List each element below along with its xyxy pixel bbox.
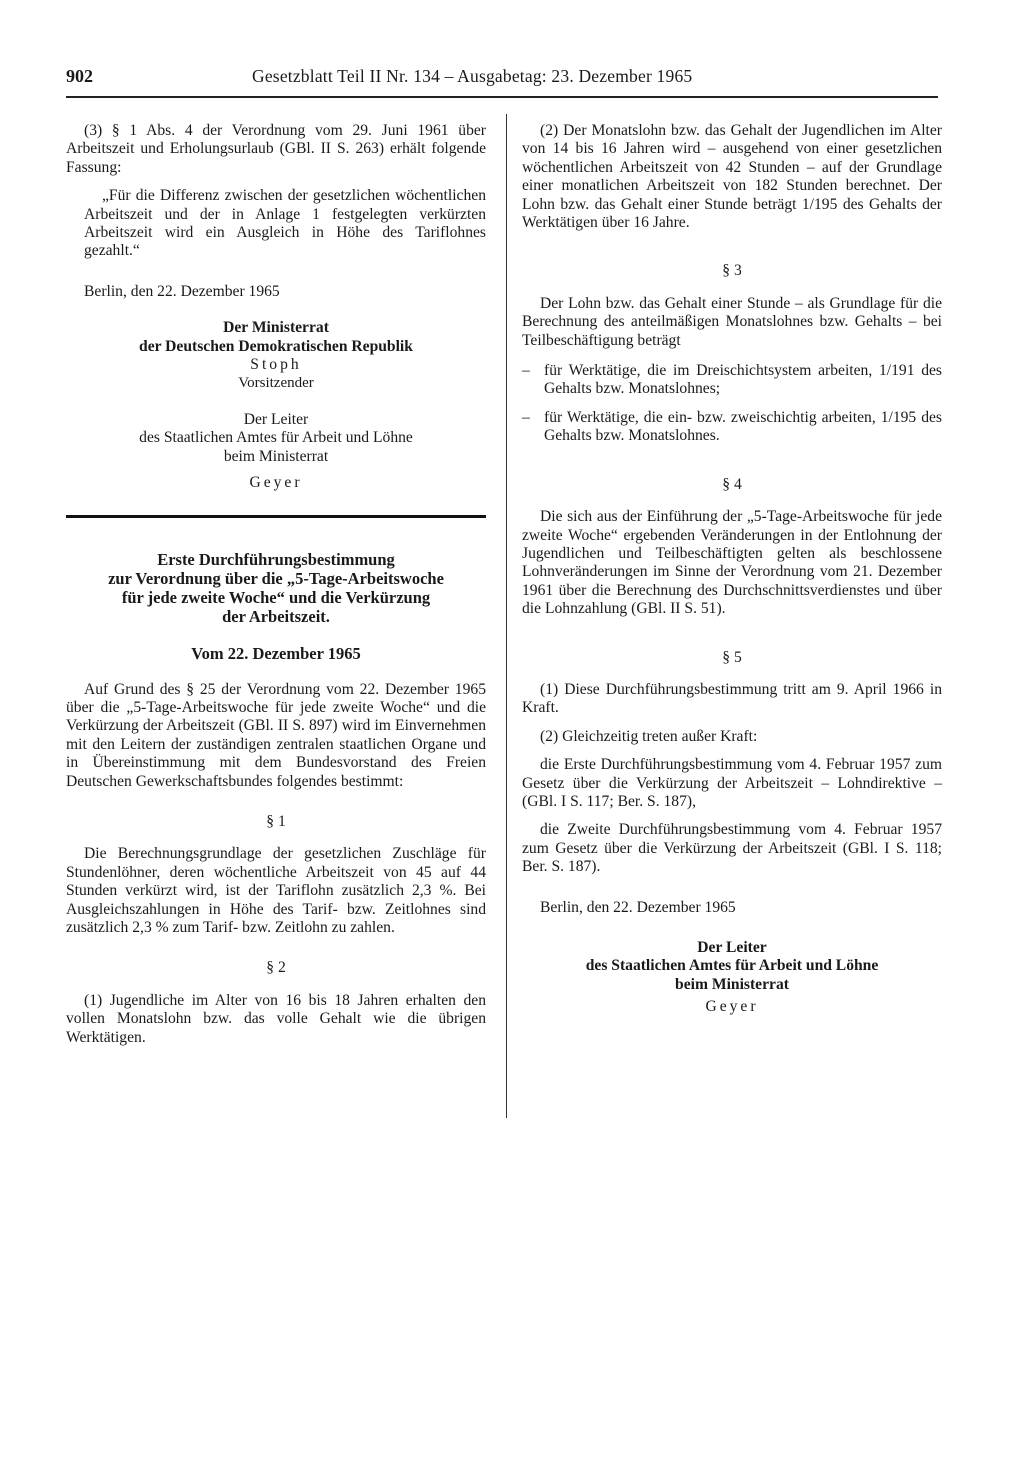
section-5-para-1: (1) Diese Durchführungsbestimmung tritt am 9. April 1966 in Kraft. — [522, 680, 942, 717]
list-item-text: für Werktätige, die ein- bzw. zweischichtig arbeiten, 1/195 des Gehalts bzw. Monatslohnes. — [544, 408, 942, 445]
signature-amt-final — [522, 939, 942, 1017]
section-heading-2: § 2 — [266, 959, 286, 977]
paragraph-3-quote: „Für die Differenz zwischen der gesetzlichen wöchentlichen Arbeitszeit und der in Anlage 1 festgelegten verkürzten Arbeitszeit wird ein Ausgleich in Höhe des Tariflohnes gezahlt.“ — [84, 187, 486, 260]
section-5-para-4: die Zweite Durchführungsbestimmung vom 4. Februar 1957 zum Gesetz über die Verkürzung der Arbeitszeit (GBl. I S. 118; Ber. S. 187). — [522, 821, 942, 876]
list-item — [522, 362, 942, 399]
title-date: Vom 22. Dezember 1965 — [191, 643, 361, 663]
preamble: Auf Grund des § 25 der Verordnung vom 22. Dezember 1965 über die „5-Tage-Arbeitswoche für jede zweite Woche“ und die Verkürzung der Arbeitszeit (GBl. II S. 897) wird im Einvernehmen mit den Leitern der zuständigen zentralen staatlichen Organe und in Übereinstimmung mit dem Bundesvorstand des Freien Deutschen Gewerkschaftsbundes folgendes bestimmt: — [66, 680, 486, 790]
paragraph-3-intro: (3) § 1 Abs. 4 der Verordnung vom 29. Juni 1961 über Arbeitszeit und Erholungsurlaub (GBl. II S. 263) erhält folgende Fassung: — [66, 122, 486, 176]
signature-name: Stoph — [250, 356, 302, 374]
signature-ministerrat — [66, 319, 486, 393]
signature-body-line: beim Ministerrat — [223, 447, 329, 465]
signature-name: Geyer — [705, 998, 759, 1016]
section-3-text: Der Lohn bzw. das Gehalt einer Stunde – als Grundlage für die Berechnung des anteilmäßigen Monatslohnes bzw. Gehalts – bei Teilbeschäftigung beträgt — [522, 294, 942, 349]
list-item-text: für Werktätige, die im Dreischichtsystem arbeiten, 1/191 des Gehalts bzw. Monatslohnes; — [544, 362, 942, 398]
column-divider — [506, 114, 507, 1118]
section-heading-1: § 1 — [266, 812, 286, 830]
section-2-para-2: (2) Der Monatslohn bzw. das Gehalt der Jugendlichen im Alter von 14 bis 16 Jahren wird – ausgehend von einer gesetzlichen wöchentlichen Arbeitszeit von 42 Stunden – auf der Grundlage einer monatlichen Arbeitszeit von 182 Stunden berechnet. Der Lohn bzw. das Gehalt einer Stunde beträgt 1/195 des Gehalts der Werktätigen über 16 Jahre. — [522, 122, 942, 232]
signature-name: Geyer — [249, 474, 303, 492]
right-column — [522, 122, 942, 1017]
section-3-list — [522, 362, 942, 446]
left-column — [66, 122, 486, 1047]
section-heading-5: § 5 — [722, 648, 742, 666]
section-heading-3: § 3 — [722, 262, 742, 280]
section-1-text: Die Berechnungsgrundlage der gesetzlichen Zuschläge für Stundenlöhner, deren wöchentliche Arbeitszeit von 45 auf 44 Stunden verkürzt wird, ist der Tariflohn zusätzlich 2,3 %. Bei Ausgleichszahlungen in Höhe des Tarif- bzw. Zeitlohnes sind zusätzlich 2,3 % zum Tarif- bzw. Zeitlohn zu zahlen. — [66, 845, 486, 936]
list-item — [522, 409, 942, 446]
signature-body-line: Der Leiter — [243, 410, 309, 428]
signature-body-line: des Staatlichen Amtes für Arbeit und Löhne — [585, 957, 879, 975]
section-5-para-3: die Erste Durchführungsbestimmung vom 4. Februar 1957 zum Gesetz über die Verkürzung der Arbeitszeit – Lohndirektive – (GBl. I S. 117; Ber. S. 187), — [522, 756, 942, 810]
place-date: Berlin, den 22. Dezember 1965 — [540, 898, 736, 916]
page-number: 902 — [66, 66, 93, 86]
signature-body-line: Der Leiter — [697, 939, 767, 956]
section-rule — [66, 515, 486, 518]
page-header — [66, 62, 938, 98]
document-title — [66, 550, 486, 626]
signature-role: Vorsitzender — [238, 375, 314, 392]
signature-body-line: beim Ministerrat — [675, 975, 789, 993]
place-date: Berlin, den 22. Dezember 1965 — [84, 282, 280, 300]
title-line: der Arbeitszeit. — [222, 606, 330, 626]
signature-amt — [66, 411, 486, 493]
signature-body-line: des Staatlichen Amtes für Arbeit und Löhne — [139, 429, 413, 447]
signature-body-line: der Deutschen Demokratischen Republik — [139, 337, 413, 355]
section-2-para-1: (1) Jugendliche im Alter von 16 bis 18 Jahren erhalten den vollen Monatslohn bzw. das volle Gehalt wie die übrigen Werktätigen. — [66, 991, 486, 1046]
section-heading-4: § 4 — [722, 475, 742, 493]
title-line: Erste Durchführungsbestimmung — [157, 549, 395, 569]
dash-bullet: – — [522, 408, 530, 426]
signature-body-line: Der Ministerrat — [223, 319, 329, 337]
section-4-text: Die sich aus der Einführung der „5-Tage-Arbeitswoche für jede zweite Woche“ ergebenden Veränderungen in der Entlohnung der Jugendlichen und Teilbeschäftigten gelten als beschlossene Lohnveränderungen im Sinne der Verordnung vom 21. Dezember 1961 über die Berechnung des Durchschnittsverdienstes und über die Lohnzahlung (GBl. II S. 51). — [522, 508, 942, 618]
running-title: Gesetzblatt Teil II Nr. 134 – Ausgabetag: 23. Dezember 1965 — [252, 66, 693, 86]
section-5-para-2: (2) Gleichzeitig treten außer Kraft: — [540, 727, 758, 745]
title-line: zur Verordnung über die „5-Tage-Arbeitswoche — [108, 568, 444, 588]
dash-bullet: – — [522, 362, 530, 380]
title-line: für jede zweite Woche“ und die Verkürzung — [121, 587, 431, 607]
